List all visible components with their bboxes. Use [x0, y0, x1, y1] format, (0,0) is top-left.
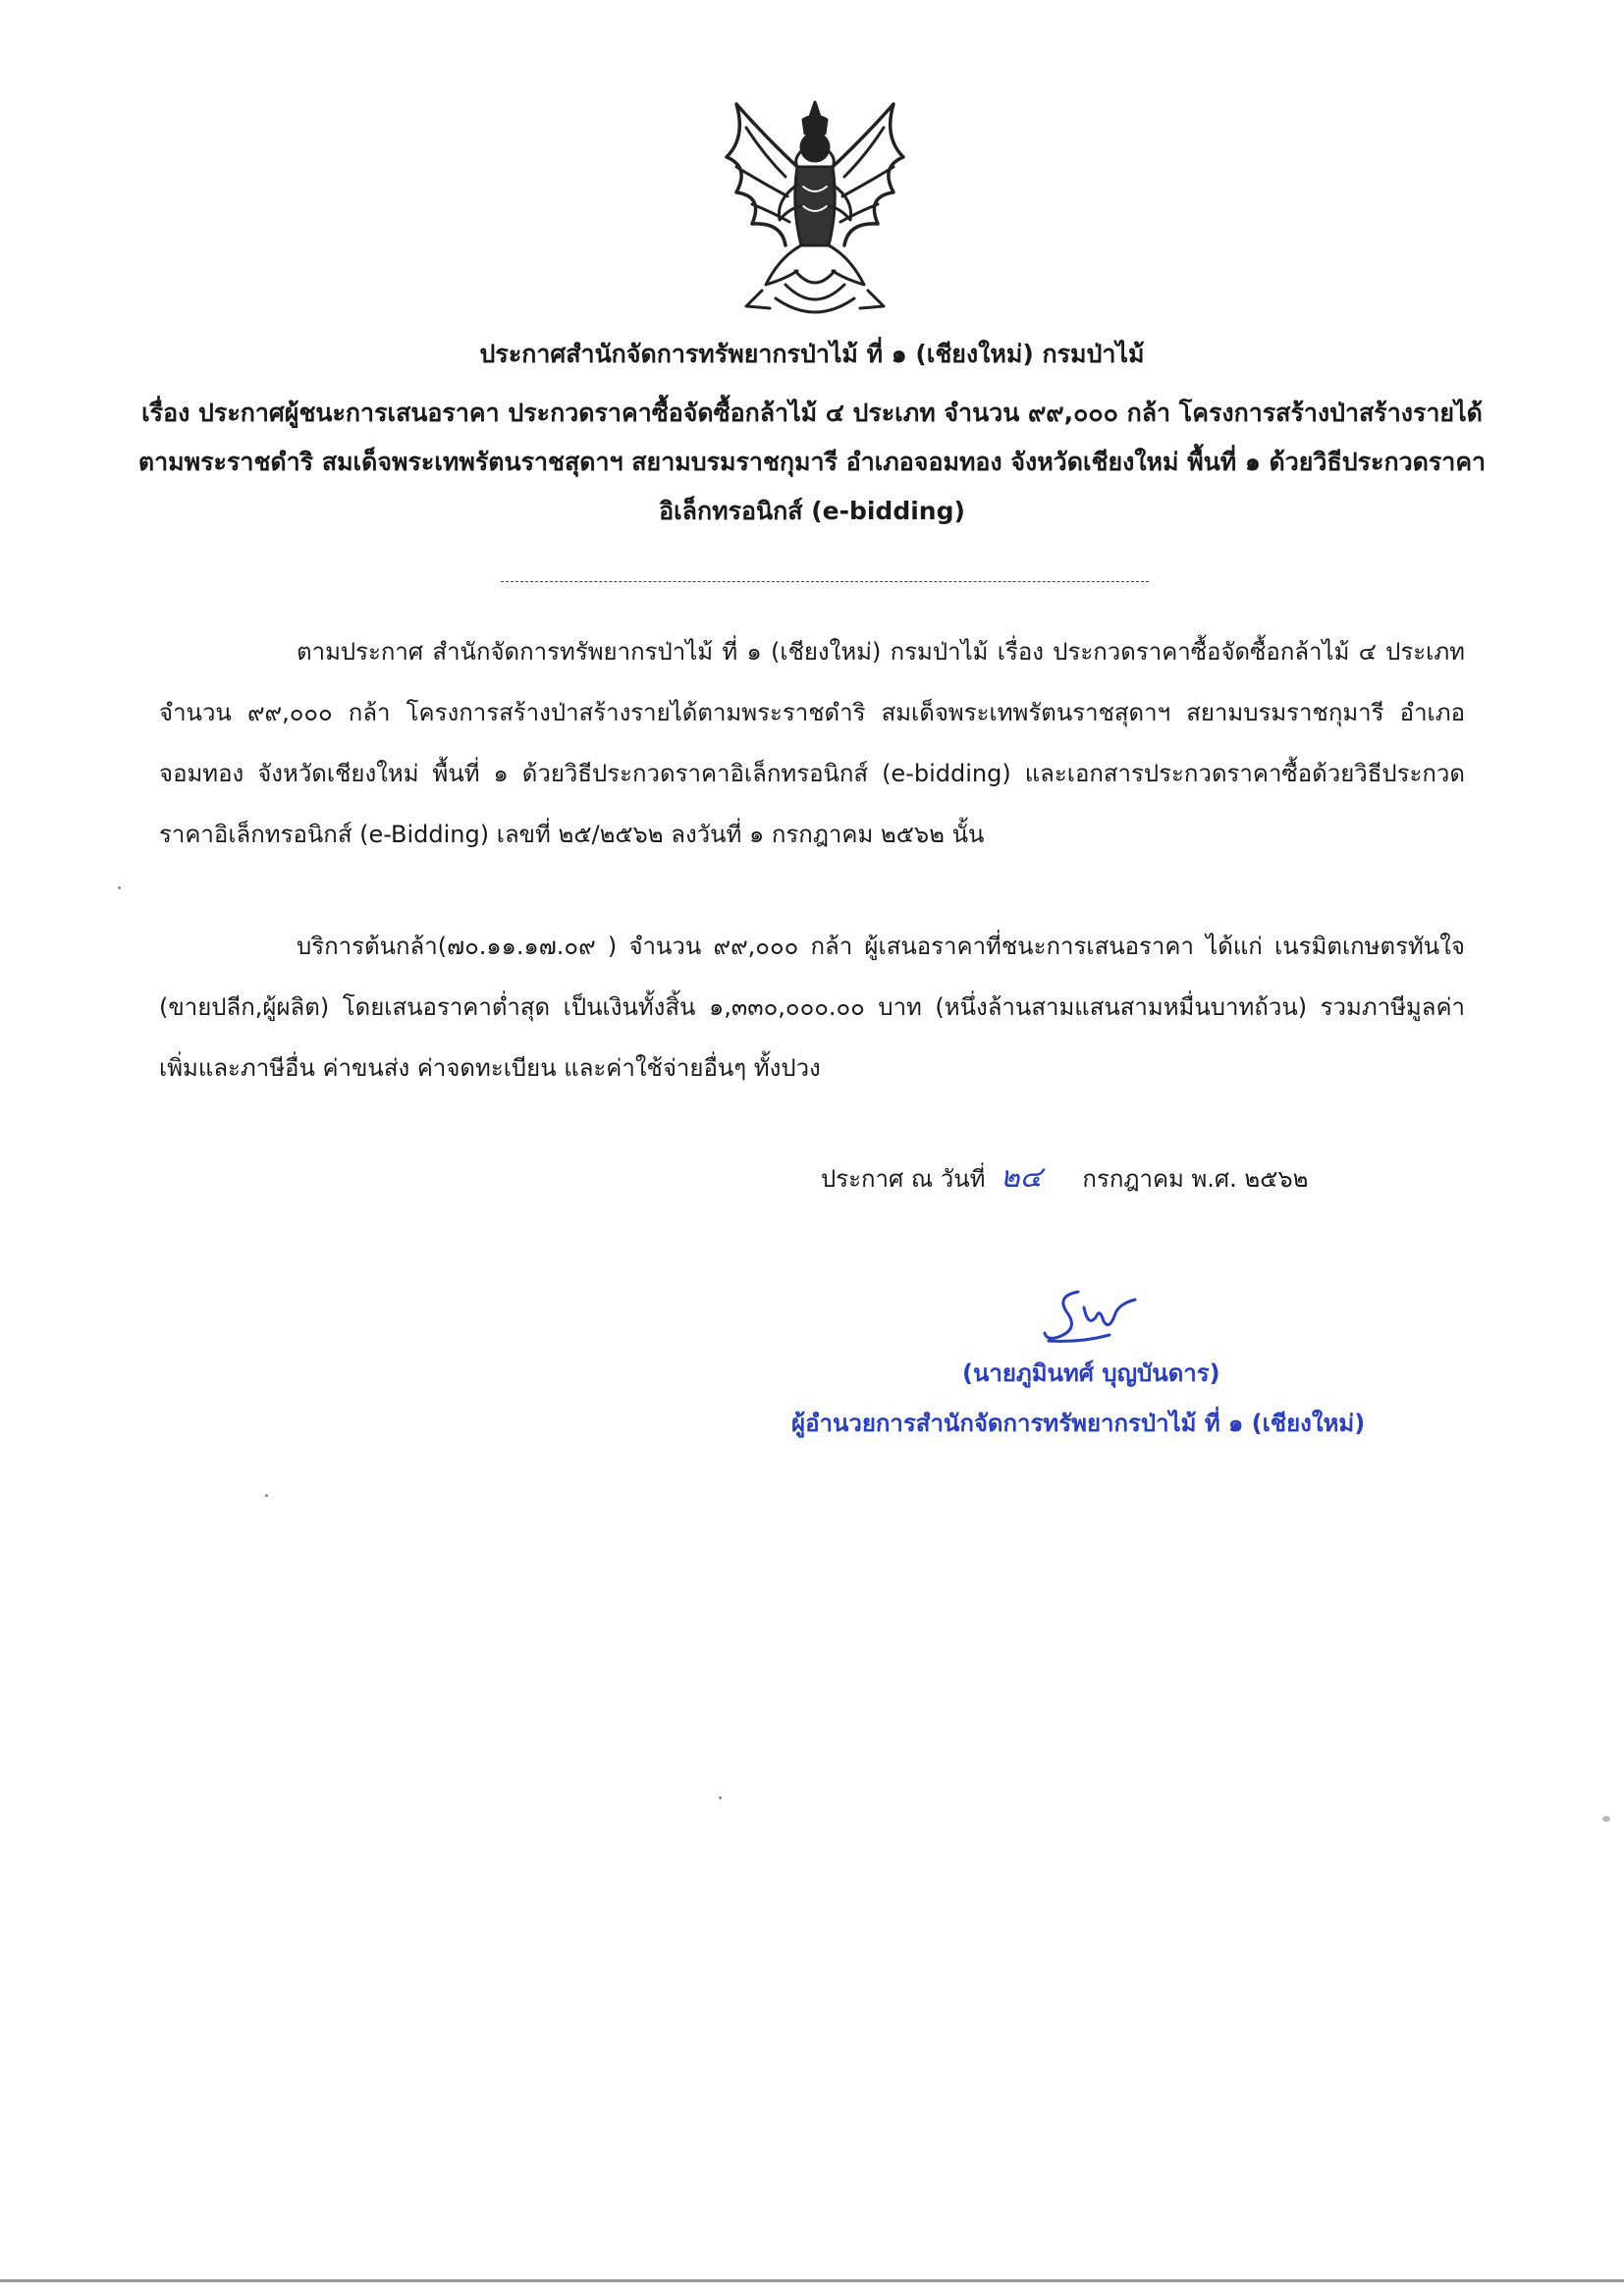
- signatory-title: ผู้อำนวยการสำนักจัดการทรัพยากรป่าไม้ ที่ ๑ (เชียงใหม่): [791, 1410, 1366, 1437]
- signatory-name: (นายภูมินทศ์ บุญบันดาร): [962, 1360, 1220, 1387]
- signature-icon: [1041, 1278, 1168, 1347]
- announcement-subject: เรื่อง ประกาศผู้ชนะการเสนอราคา ประกวดราคาซื้อจัดซื้อกล้าไม้ ๔ ประเภท จำนวน ๙๙,๐๐๐ กล้า โครงการสร้างป่าสร้างรายได้ตามพระราชดำริ สมเด็จพระเทพรัตนราชสุดาฯ สยามบรมราชกุมารี อำเภอจอมทอง จังหวัดเชียงใหม่ พื้นที่ ๑ ด้วยวิธีประกวดราคาอิเล็กทรอนิกส์ (e-bidding): [137, 399, 1487, 525]
- scan-speck: [719, 1796, 722, 1799]
- announcement-date-prefix: ประกาศ ณ วันที่: [821, 1165, 986, 1193]
- announcement-title: ประกาศสำนักจัดการทรัพยากรป่าไม้ ที่ ๑ (เชียงใหม่) กรมป่าไม้: [479, 340, 1145, 368]
- scan-speck: [118, 886, 121, 889]
- body-paragraph-winner: บริการต้นกล้า(๗๐.๑๑.๑๗.๐๙ ) จำนวน ๙๙,๐๐๐ กล้า ผู้เสนอราคาที่ชนะการเสนอราคา ได้แก่ เนรมิตเกษตรทันใจ (ขายปลีก,ผู้ผลิต) โดยเสนอราคาต่ำสุด เป็นเงินทั้งสิ้น ๑,๓๓๐,๐๐๐.๐๐ บาท (หนึ่งล้านสามแสนสามหมื่นบาทถ้วน) รวมภาษีมูลค่าเพิ่มและภาษีอื่น ค่าขนส่ง ค่าจดทะเบียน และค่าใช้จ่ายอื่นๆ ทั้งปวง: [159, 933, 1465, 1082]
- scan-edge-line: [0, 2279, 1624, 2282]
- section-divider: [501, 581, 1149, 582]
- scan-speck: [1602, 1816, 1610, 1822]
- announcement-day-handwritten: ๒๔: [1000, 1160, 1043, 1195]
- garuda-emblem-icon: [707, 98, 923, 324]
- scan-speck: [265, 1494, 268, 1497]
- announcement-month-year: กรกฎาคม พ.ศ. ๒๕๖๒: [1082, 1165, 1309, 1193]
- body-paragraph-reference: ตามประกาศ สำนักจัดการทรัพยากรป่าไม้ ที่ ๑ (เชียงใหม่) กรมป่าไม้ เรื่อง ประกวดราคาซื้อจัดซื้อกล้าไม้ ๔ ประเภท จำนวน ๙๙,๐๐๐ กล้า โครงการสร้างป่าสร้างรายได้ตามพระราชดำริ สมเด็จพระเทพรัตนราชสุดาฯ สยามบรมราชกุมารี อำเภอจอมทอง จังหวัดเชียงใหม่ พื้นที่ ๑ ด้วยวิธีประกวดราคาอิเล็กทรอนิกส์ (e-bidding) และเอกสารประกวดราคาซื้อด้วยวิธีประกวดราคาอิเล็กทรอนิกส์ (e-Bidding) เลขที่ ๒๕/๒๕๖๒ ลงวันที่ ๑ กรกฎาคม ๒๕๖๒ นั้น: [159, 638, 1465, 848]
- announcement-date: [821, 1153, 1308, 1203]
